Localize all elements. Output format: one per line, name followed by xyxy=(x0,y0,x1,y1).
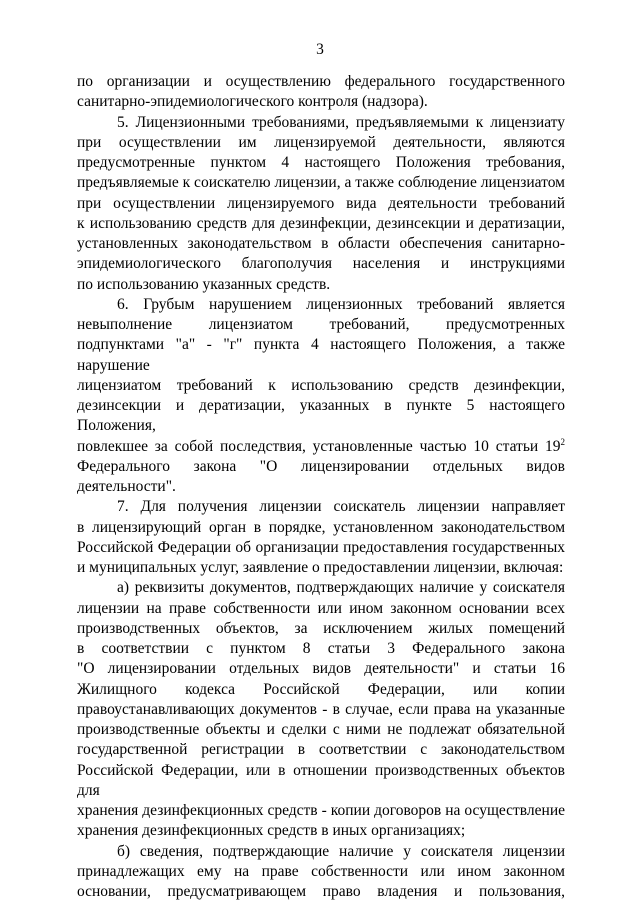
text-line: производственных объектов, за исключением жилых помещений xyxy=(77,619,565,637)
text-line: при осуществлении им лицензируемой деятельности, являются xyxy=(77,133,565,151)
text-line: невыполнение лицензиатом требований, предусмотренных xyxy=(77,316,565,333)
text-line: 5. Лицензионными требованиями, предъявляемыми к лицензиату xyxy=(117,113,565,131)
text-line: 7. Для получения лицензии соискатель лицензии направляет xyxy=(117,498,565,516)
text-line: хранения дезинфекционных средств - копии договоров на осуществление xyxy=(77,802,565,819)
text-line: предусмотренные пунктом 4 настоящего Положения требования, xyxy=(77,154,565,171)
text-line: санитарно-эпидемиологического контроля (надзора). xyxy=(77,93,428,111)
text-line: а) реквизиты документов, подтверждающих наличие у соискателя xyxy=(117,579,565,597)
text-line: и муниципальных услуг, заявление о предоставлении лицензии, включая: xyxy=(77,559,564,576)
text-line: по организации и осуществлению федерального государственного xyxy=(77,73,565,90)
text-line: в соответствии с пунктом 8 статьи 3 Федерального закона xyxy=(77,640,565,657)
text-line: хранения дезинфекционных средств в иных организациях; xyxy=(77,822,466,840)
paragraph-7b xyxy=(77,842,565,903)
text-line: по использованию указанных средств. xyxy=(77,275,331,293)
text-line xyxy=(77,437,565,457)
text-line: к использованию средств для дезинфекции, дезинсекции и дератизации, xyxy=(77,214,565,232)
text-line: правоустанавливающих документов - в случае, если права на указанные xyxy=(77,700,565,718)
text-line: в лицензирующий орган в порядке, установленном законодательством xyxy=(77,518,565,536)
text-line: основании, предусматривающем право владения и пользования, xyxy=(77,883,565,900)
text-line: предъявляемые к соискателю лицензии, а также соблюдение лицензиатом xyxy=(77,174,565,192)
text-line: подпунктами "а" - "г" пункта 4 настоящего Положения, а также нарушение xyxy=(77,336,565,374)
text-line: Жилищного кодекса Российской Федерации, или копии xyxy=(77,680,565,698)
page-number: 3 xyxy=(316,41,324,58)
text-line: лицензии на праве собственности или ином законном основании всех xyxy=(77,599,565,617)
body-text xyxy=(77,72,565,902)
text-line: дезинсекции и дератизации, указанных в пункте 5 настоящего Положения, xyxy=(77,397,565,435)
text-line: эпидемиологического благополучия населения и инструкциями xyxy=(77,255,565,273)
text-line: принадлежащих ему на праве собственности или ином законном xyxy=(77,862,565,880)
text-line: Российской Федерации, или в отношении производственных объектов для xyxy=(77,761,565,799)
paragraph-6 xyxy=(77,295,565,498)
text-line: производственные объекты и сделки с ними не подлежат обязательной xyxy=(77,721,565,738)
paragraph-7a xyxy=(77,578,565,841)
text-line: лицензиатом требований к использованию средств дезинфекции, xyxy=(77,376,565,394)
text-line: "О лицензировании отдельных видов деятельности" и статьи 16 xyxy=(77,660,565,678)
text-line: Российской Федерации об организации предоставления государственных xyxy=(77,538,565,556)
text-line: Федерального закона "О лицензировании отдельных видов деятельности". xyxy=(77,457,565,495)
paragraph-continuation xyxy=(77,72,565,113)
text-line-part: повлекшее за собой последствия, установленные частью 10 статьи 19 xyxy=(77,437,561,455)
text-line: 6. Грубым нарушением лицензионных требований является xyxy=(117,295,565,313)
text-line: б) сведения, подтверждающие наличие у соискателя лицензии xyxy=(117,842,565,860)
text-line: государственной регистрации в соответствии с законодательством xyxy=(77,741,565,759)
text-line: установленных законодательством в области обеспечения санитарно- xyxy=(77,235,565,252)
paragraph-7 xyxy=(77,497,565,578)
footnote-superscript: 2 xyxy=(560,436,565,447)
paragraph-5 xyxy=(77,113,565,295)
text-line: при осуществлении лицензируемого вида деятельности требований xyxy=(77,194,565,212)
